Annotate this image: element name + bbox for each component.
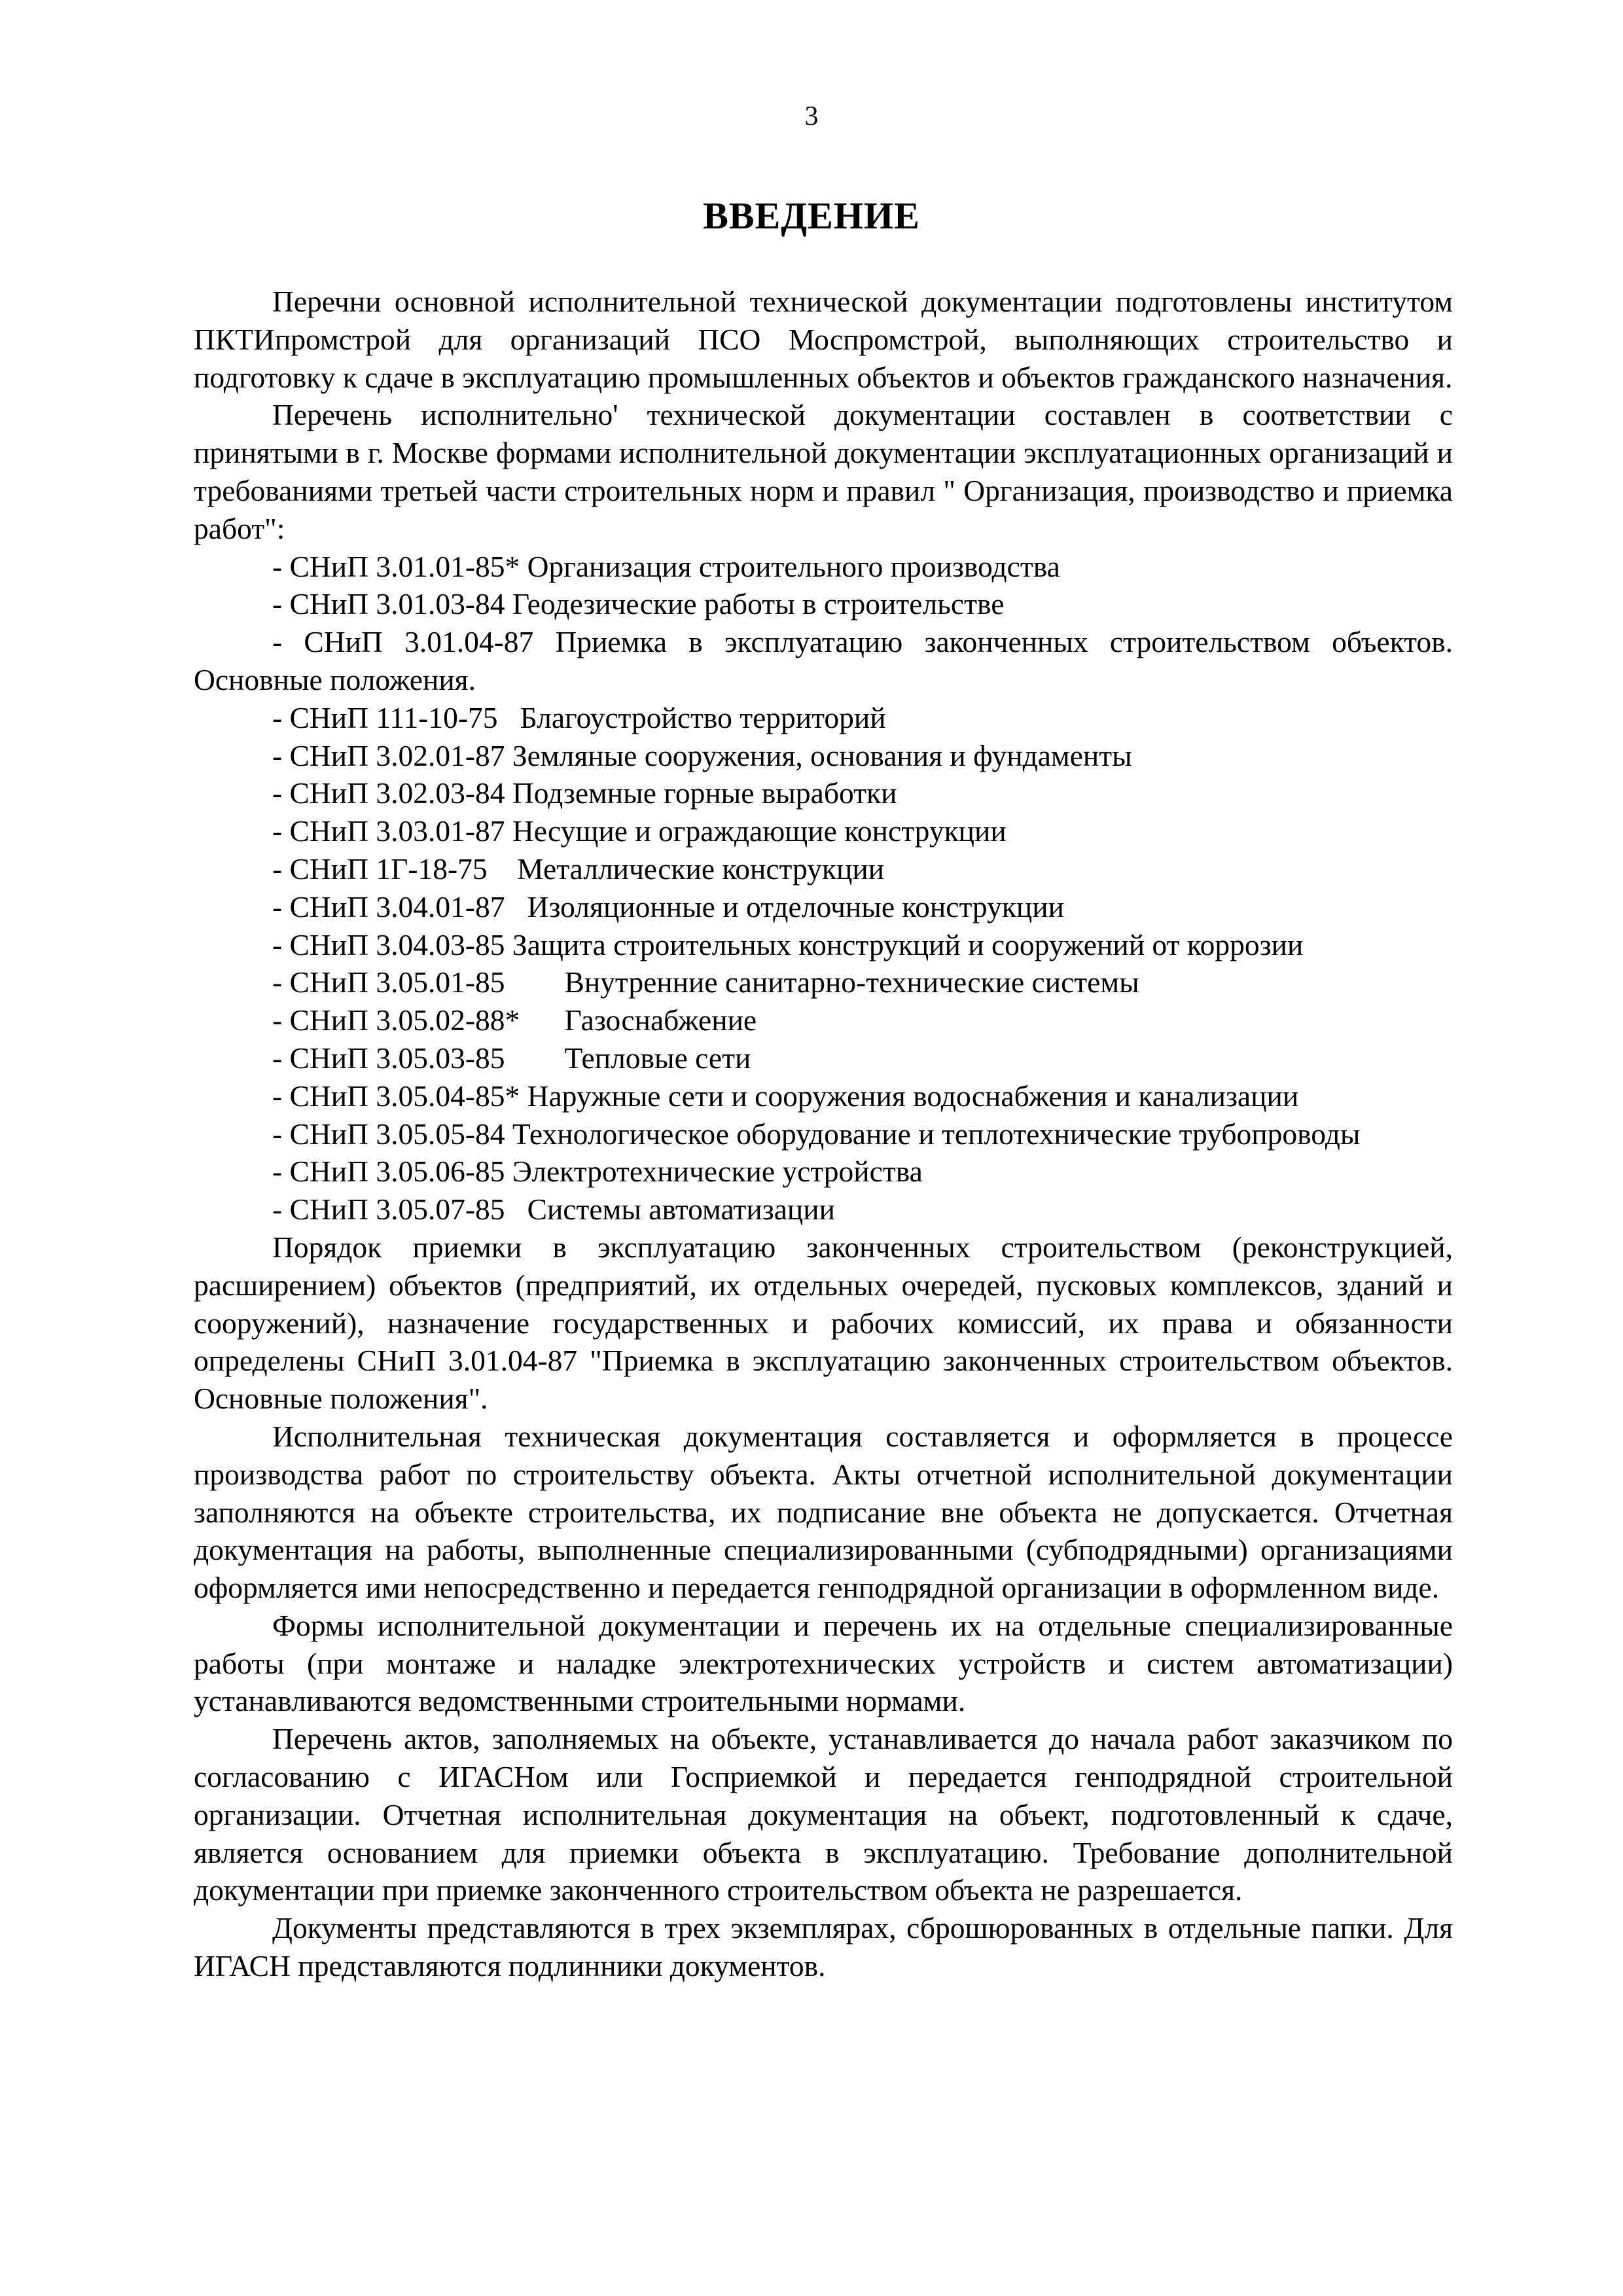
snip-list-item: - СНиП 3.01.01-85* Организация строительного производства [272, 549, 1060, 583]
snip-list-item: - СНиП 3.03.01-87 Несущие и ограждающие конструкции [272, 814, 1007, 848]
body-paragraph: Исполнительная техническая документация составляется и оформляется в процессе производства работ по строительству объекта. Акты отчетной исполнительной документации заполняются на объекте строительства, их подписание вне объекта не допускается. Отчетная документация на работы, выполненные специализированными (субподрядными) организациями оформляется ими непосредственно и передается генподрядной организации в оформленном виде. [194, 1419, 1453, 1605]
intro-paragraph: Перечень исполнительно' технической документации составлен в соответствии с принятыми в г. Москве формами исполнительной документации эксплуатационных организаций и требованиями третьей части строительных норм и правил " Организация, производство и приемка работ": [194, 398, 1453, 545]
snip-list-item: - СНиП 3.05.03-85 Тепловые сети [272, 1041, 751, 1075]
body-paragraph: Порядок приемки в эксплуатацию законченных строительством (реконструкцией, расширением) объектов (предприятий, их отдельных очередей, пусковых комплексов, зданий и сооружений), назначение государственных и рабочих комиссий, их права и обязанности определены СНиП 3.01.04-87 "Приемка в эксплуатацию законченных строительством объектов. Основные положения". [194, 1230, 1453, 1416]
snip-list-item: - СНиП 3.04.01-87 Изоляционные и отделочные конструкции [272, 889, 1064, 924]
body-paragraph: Формы исполнительной документации и перечень их на отдельные специализированные работы (при монтаже и наладке электротехнических устройств и систем автоматизации) устанавливаются ведомственными строительными нормами. [194, 1608, 1453, 1718]
snip-list-item: - СНиП 3.05.06-85 Электротехнические устройства [272, 1155, 923, 1189]
snip-list-item: - СНиП 3.05.07-85 Системы автоматизации [272, 1193, 835, 1227]
page-number: 3 [804, 101, 819, 132]
snip-list-item: - СНиП 3.02.03-84 Подземные горные выработки [272, 776, 897, 810]
snip-list-item: - СНиП 3.01.04-87 Приемка в эксплуатацию законченных строительством объектов. Основные положения. [194, 625, 1453, 696]
snip-list-item: - СНиП 3.02.01-87 Земляные сооружения, основания и фундаменты [272, 738, 1132, 772]
body-paragraph: Документы представляются в трех экземплярах, сброшюрованных в отдельные папки. Для ИГАСН представляются подлинники документов. [194, 1911, 1453, 1983]
intro-paragraph: Перечни основной исполнительной технической документации подготовлены институтом ПКТИпромстрой для организаций ПСО Моспромстрой, выполняющих строительство и подготовку к сдаче в эксплуатацию промышленных объектов и объектов гражданского назначения. [194, 285, 1453, 394]
snip-list-item: - СНиП 111-10-75 Благоустройство территорий [272, 700, 886, 734]
snip-list-item: - СНиП 1Г-18-75 Металлические конструкции [272, 852, 885, 886]
snip-list-item: - СНиП 3.05.01-85 Внутренние санитарно-технические системы [272, 965, 1139, 999]
page-title: ВВЕДЕНИЕ [703, 194, 920, 237]
snip-list-item: - СНиП 3.01.03-84 Геодезические работы в строительстве [272, 587, 1005, 621]
snip-list-item: - СНиП 3.05.05-84 Технологическое оборудование и теплотехнические трубопроводы [272, 1117, 1361, 1151]
body-paragraph: Перечень актов, заполняемых на объекте, устанавливается до начала работ заказчиком по согласованию с ИГАСНом или Госприемкой и передается генподрядной строительной организации. Отчетная исполнительная документация на объект, подготовленный к сдаче, является основанием для приемки объекта в эксплуатацию. Требование дополнительной документации при приемке законченного строительством объекта не разрешается. [194, 1722, 1453, 1907]
document-body [194, 283, 1453, 1985]
snip-list-item: - СНиП 3.05.02-88* Газоснабжение [272, 1003, 757, 1037]
snip-list-item: - СНиП 3.04.03-85 Защита строительных конструкций и сооружений от коррозии [272, 927, 1304, 961]
snip-list-item: - СНиП 3.05.04-85* Наружные сети и сооружения водоснабжения и канализации [272, 1079, 1299, 1113]
